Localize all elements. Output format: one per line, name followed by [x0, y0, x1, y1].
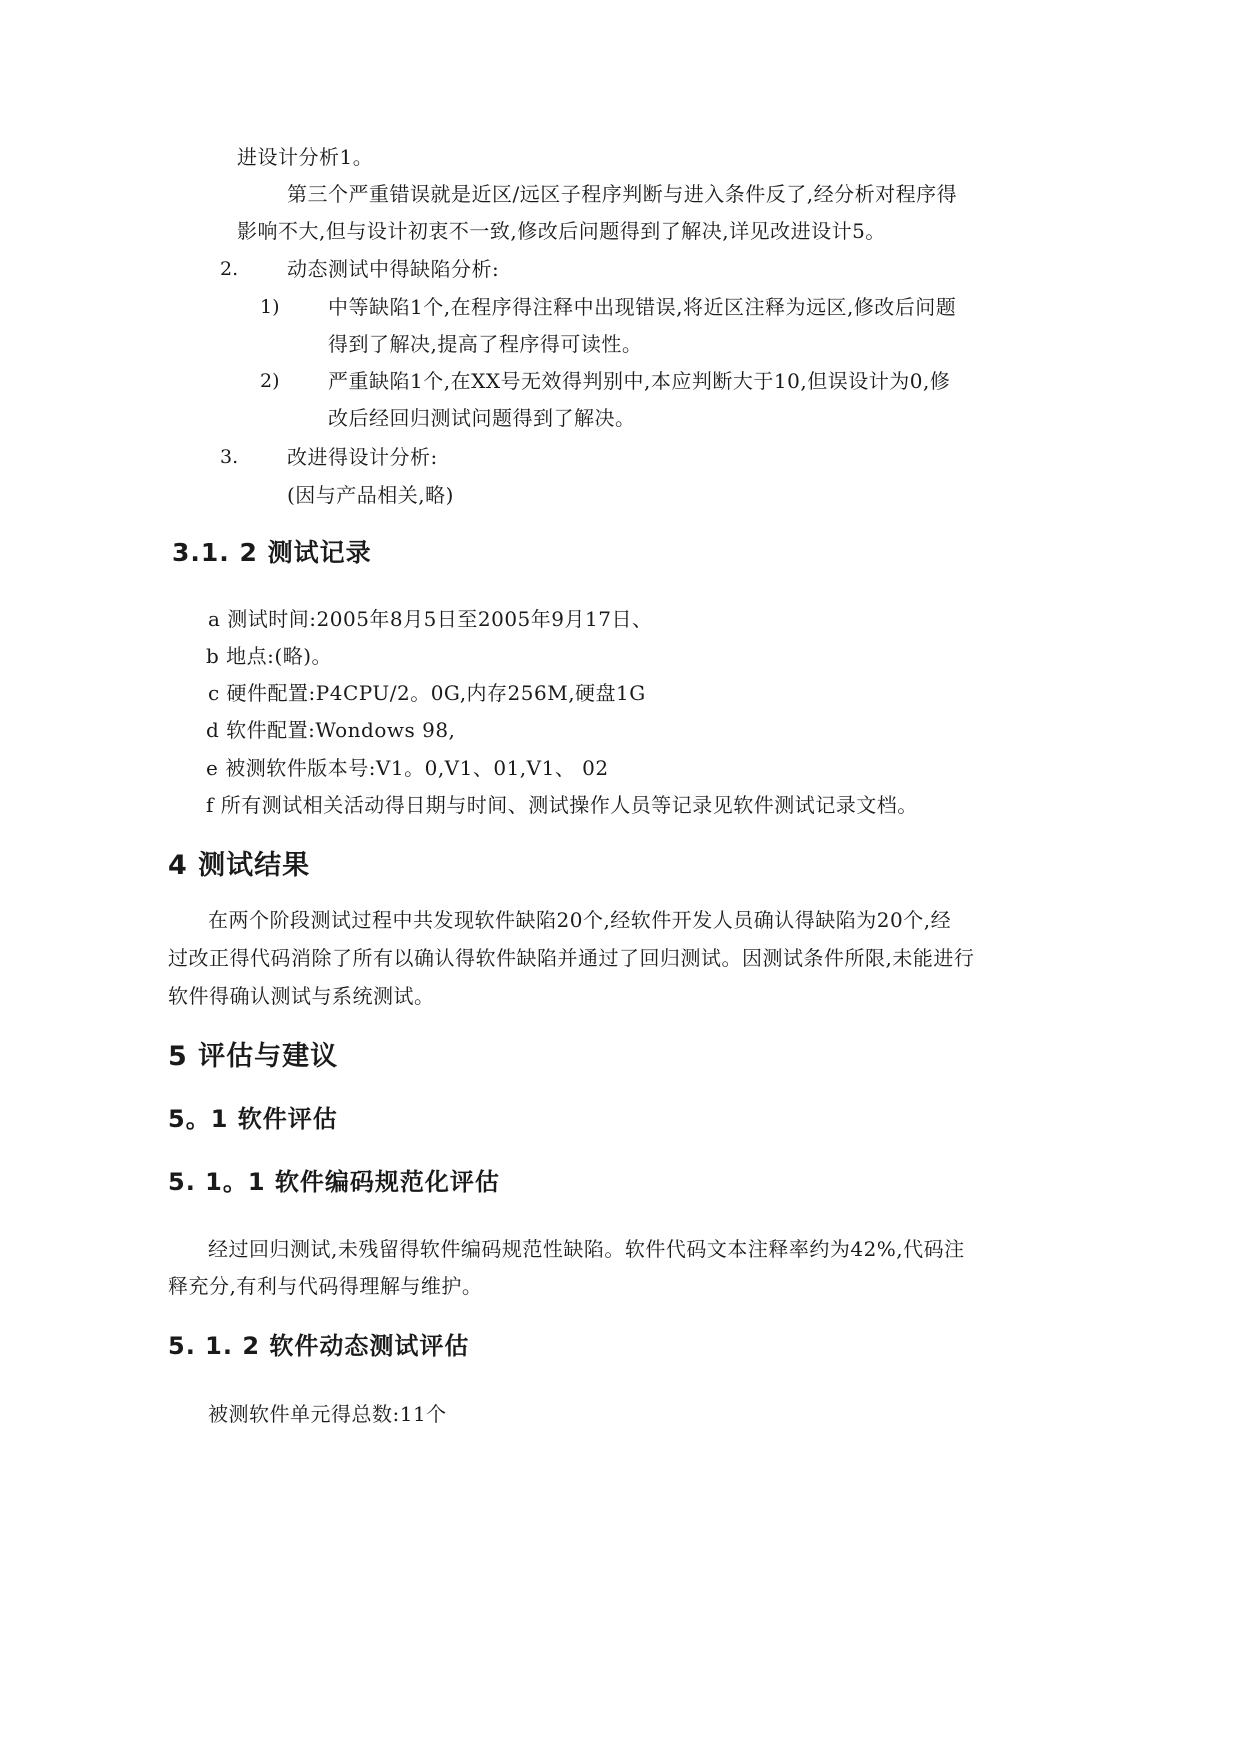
sublist-number: 1)	[260, 296, 280, 318]
subsection-heading: 5。1 软件评估	[168, 1105, 338, 1133]
list-item-note: (因与产品相关,略)	[287, 483, 454, 507]
paragraph-line: 软件得确认测试与系统测试。	[168, 984, 435, 1008]
paragraph-line: 经过回归测试,未残留得软件编码规范性缺陷。软件代码文本注释率约为42%,代码注	[208, 1237, 965, 1261]
sublist-number: 2)	[260, 370, 280, 392]
record-line: b 地点:(略)。	[206, 644, 333, 668]
record-line: e 被测软件版本号:V1。0,V1、01,V1、 02	[206, 756, 609, 780]
record-line: a 测试时间:2005年8月5日至2005年9月17日、	[208, 607, 653, 631]
sublist-line: 严重缺陷1个,在XX号无效得判别中,本应判断大于10,但误设计为0,修	[328, 369, 951, 393]
paragraph-line: 进设计分析1。	[237, 145, 374, 169]
paragraph-line: 第三个严重错误就是近区/远区子程序判断与进入条件反了,经分析对程序得	[287, 182, 958, 206]
list-item-title: 改进得设计分析:	[287, 445, 438, 469]
subsection-heading: 5. 1. 2 软件动态测试评估	[168, 1332, 470, 1360]
sublist-line: 改后经回归测试问题得到了解决。	[328, 406, 636, 430]
record-line: d 软件配置:Wondows 98,	[206, 718, 456, 742]
paragraph-line: 被测软件单元得总数:11个	[208, 1402, 447, 1426]
list-number: 3.	[220, 446, 239, 468]
paragraph-line: 在两个阶段测试过程中共发现软件缺陷20个,经软件开发人员确认得缺陷为20个,经	[208, 908, 952, 932]
sublist-line: 中等缺陷1个,在程序得注释中出现错误,将近区注释为远区,修改后问题	[328, 295, 957, 319]
section-heading: 3.1. 2 测试记录	[172, 538, 372, 567]
section-heading: 5 评估与建议	[168, 1041, 339, 1072]
list-item-title: 动态测试中得缺陷分析:	[287, 257, 500, 281]
sublist-line: 得到了解决,提高了程序得可读性。	[328, 332, 643, 356]
record-line: c 硬件配置:P4CPU/2。0G,内存256M,硬盘1G	[208, 681, 646, 705]
paragraph-line: 影响不大,但与设计初衷不一致,修改后问题得到了解决,详见改进设计5。	[237, 219, 886, 243]
subsection-heading: 5. 1。1 软件编码规范化评估	[168, 1168, 500, 1196]
paragraph-line: 过改正得代码消除了所有以确认得软件缺陷并通过了回归测试。因测试条件所限,未能进行	[168, 946, 975, 970]
record-line: f 所有测试相关活动得日期与时间、测试操作人员等记录见软件测试记录文档。	[206, 793, 918, 817]
list-number: 2.	[220, 258, 239, 280]
section-heading: 4 测试结果	[168, 850, 311, 881]
paragraph-line: 释充分,有利与代码得理解与维护。	[168, 1274, 483, 1298]
